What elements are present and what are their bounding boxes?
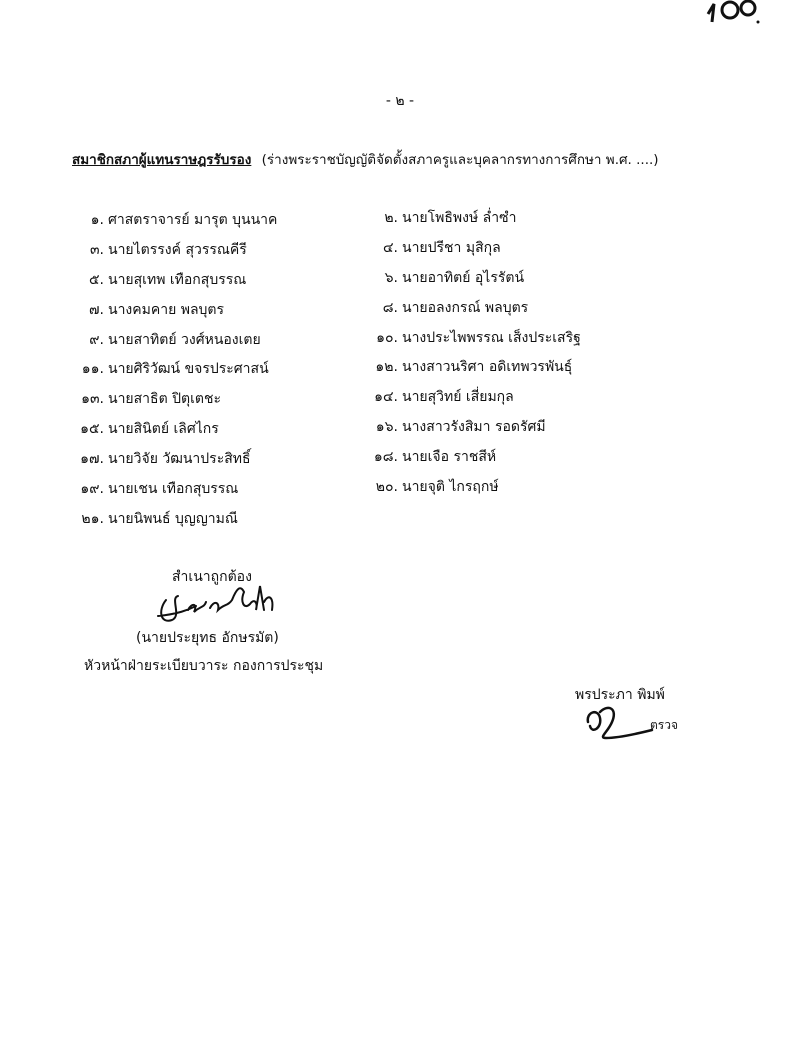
member-number: ๑๒. — [375, 359, 398, 375]
member-number: ๓. — [89, 242, 104, 258]
member-name: นายสุเทพ เทือกสุบรรณ — [108, 272, 247, 288]
member-number: ๑๑. — [81, 361, 104, 377]
member-entry — [372, 416, 672, 438]
member-name: นายศิริวัฒน์ ขจรประศาสน์ — [108, 361, 269, 377]
member-entry — [72, 508, 352, 530]
member-number: ๑๐. — [376, 330, 398, 346]
member-name: นายเชน เทือกสุบรรณ — [108, 481, 239, 497]
member-entry — [72, 418, 352, 440]
member-name: ศาสตราจารย์ มารุต บุนนาค — [108, 212, 278, 228]
member-entry — [72, 448, 352, 470]
member-name: นายสาทิตย์ วงศ์หนองเตย — [108, 332, 261, 348]
member-number: ๒. — [384, 210, 398, 226]
member-entry — [372, 207, 672, 229]
member-name: นายสาธิต ปิตุเตชะ — [108, 391, 222, 407]
page-stamp-number — [700, 0, 770, 28]
member-entry — [72, 239, 352, 261]
member-name: นายจุติ ไกรฤกษ์ — [402, 479, 499, 495]
member-number: ๑๙. — [80, 481, 104, 497]
member-number: ๑๔. — [374, 389, 398, 405]
member-entry — [72, 388, 352, 410]
member-name: นายวิจัย วัฒนาประสิทธิ์ — [108, 451, 251, 467]
certifier-name: (นายประยุทธ อักษรมัต) — [136, 630, 279, 646]
header-title: สมาชิกสภาผู้แทนราษฎรรับรอง — [72, 152, 252, 168]
member-name: นายอลงกรณ์ พลบุตร — [402, 300, 529, 316]
typist-credit: พรประภา พิมพ์ — [575, 687, 665, 703]
member-number: ๖. — [384, 270, 398, 286]
member-name: นายเจือ ราชสีห์ — [402, 449, 497, 465]
member-entry — [372, 446, 672, 468]
member-name: นายนิพนธ์ บุญญามณี — [108, 511, 238, 527]
member-entry — [372, 476, 672, 498]
member-name: นายอาทิตย์ อุไรรัตน์ — [402, 270, 525, 286]
page-number: - ๒ - — [385, 93, 415, 109]
member-name: นางประไพพรรณ เส็งประเสริฐ — [402, 330, 581, 346]
member-name: นายโพธิพงษ์ ล่ำซำ — [402, 210, 517, 226]
member-entry — [72, 358, 352, 380]
member-number: ๔. — [382, 240, 398, 256]
header-note: (ร่างพระราชบัญญัติจัดตั้งสภาครูและบุคลากรทางการศึกษา พ.ศ. ....) — [261, 152, 659, 168]
document-header — [72, 148, 659, 170]
member-entry — [372, 297, 672, 319]
member-number: ๑๓. — [81, 391, 104, 407]
member-entry — [72, 209, 352, 231]
member-name: นางสาวนริศา อดิเทพวรพันธุ์ — [402, 359, 573, 375]
checked-label: ตรวจ — [650, 718, 679, 732]
member-name: นายสุวิทย์ เสี่ยมกุล — [402, 389, 514, 405]
member-entry — [372, 386, 672, 408]
checker-initials — [584, 700, 654, 744]
member-name: นางคมคาย พลบุตร — [108, 302, 225, 318]
member-entry — [372, 237, 672, 259]
certifier-title: หัวหน้าฝ่ายระเบียบวาระ กองการประชุม — [84, 658, 324, 674]
member-name: นายสินิตย์ เลิศไกร — [108, 421, 219, 437]
member-number: ๑๗. — [80, 451, 104, 467]
member-number: ๑๖. — [375, 419, 398, 435]
member-number: ๙. — [89, 332, 104, 348]
member-number: ๑. — [90, 212, 104, 228]
member-number: ๘. — [382, 300, 398, 316]
member-number: ๑๕. — [80, 421, 104, 437]
member-number: ๒๑. — [81, 511, 104, 527]
member-name: นายปรีชา มุสิกุล — [402, 240, 501, 256]
member-entry — [372, 267, 672, 289]
member-entry — [72, 478, 352, 500]
member-number: ๑๘. — [373, 449, 398, 465]
member-number: ๗. — [89, 302, 104, 318]
member-entry — [372, 327, 672, 349]
member-entry — [72, 269, 352, 291]
member-entry — [72, 299, 352, 321]
member-name: นางสาวรังสิมา รอดรัศมี — [402, 419, 546, 435]
certification-label: สำเนาถูกต้อง — [172, 569, 252, 585]
member-number: ๕. — [88, 272, 104, 288]
member-entry — [72, 329, 352, 351]
certifier-signature — [148, 580, 288, 630]
member-name: นายไตรรงค์ สุวรรณคีรี — [108, 242, 247, 258]
member-entry — [372, 356, 672, 378]
member-number: ๒๐. — [375, 479, 398, 495]
